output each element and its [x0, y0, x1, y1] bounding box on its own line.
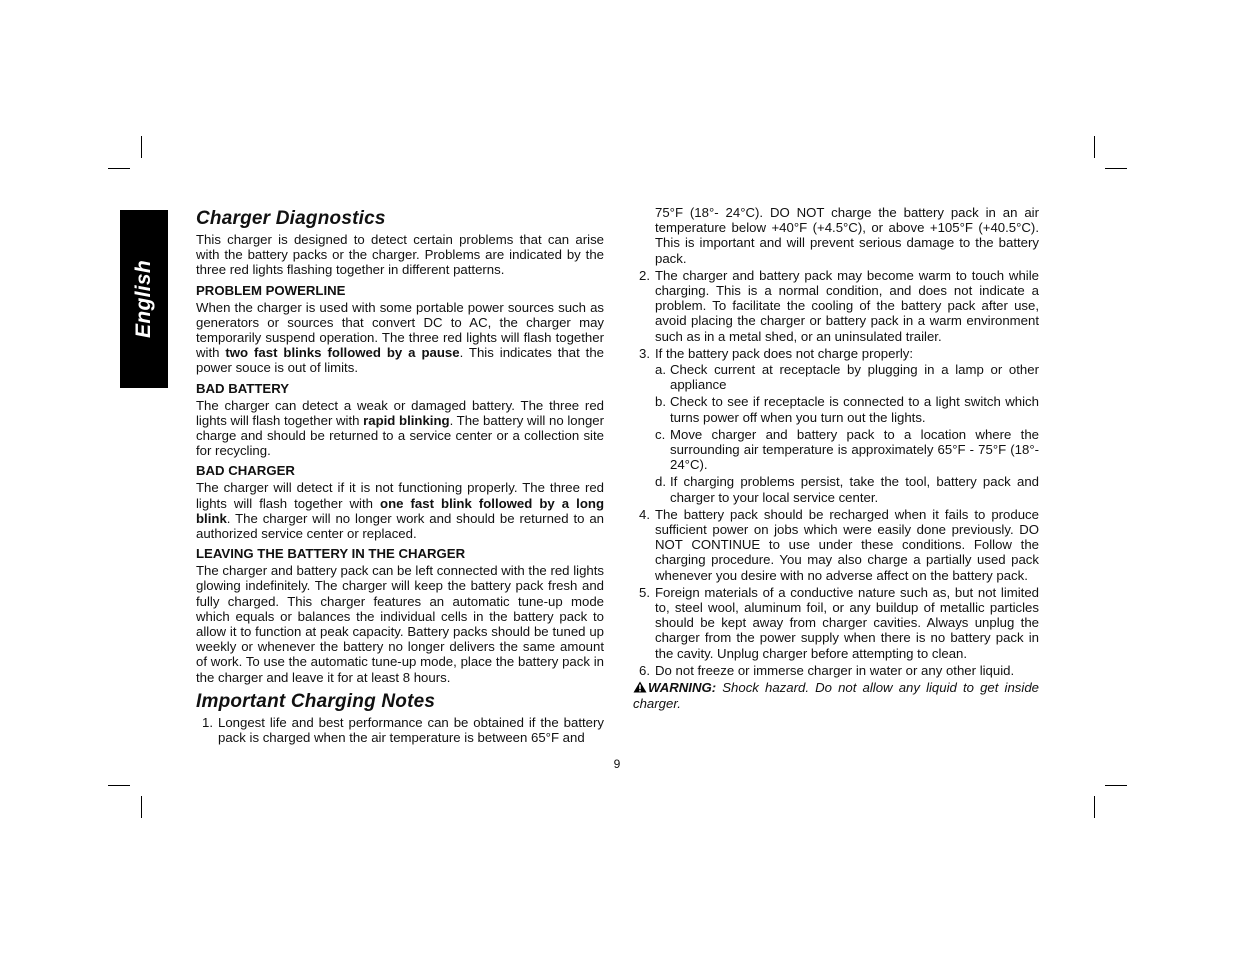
crop-mark — [1094, 136, 1095, 158]
sub-list — [655, 362, 1039, 505]
crop-mark — [1094, 796, 1095, 818]
crop-mark — [141, 136, 142, 158]
heading-leaving-battery: LEAVING THE BATTERY IN THE CHARGER — [196, 546, 466, 562]
charging-notes-list — [633, 268, 1039, 678]
bad-charger-paragraph: The charger will detect if it is not functioning properly. The three red lights will flash together with one fast blink followed by a long blink. The charger will no longer work and should be returned to an authorized service center or replaced. — [196, 480, 605, 542]
note-1-continuation: 75°F (18°- 24°C). DO NOT charge the battery pack in an air temperature below +40°F (+4.5°C), or above +105°F (+40.5°C). This is important and will prevent serious damage to the battery pack. — [655, 205, 1039, 266]
right-column — [633, 205, 1039, 712]
leaving-battery-paragraph: The charger and battery pack can be left connected with the red lights glowing indefinitely. The charger will keep the battery pack fresh and fully charged. This charger features an automatic tune-up mode which equals or balances the individual cells in the battery pack to allow it to function at peak capacity. Battery packs should be tuned up weekly or whenever the battery no longer delivers the same amount of work. To use the automatic tune-up mode, place the battery pack in the charger and leave it for at least 8 hours. — [196, 563, 604, 685]
list-item: 5. Foreign materials of a conductive nature such as, but not limited to, steel wool, aluminum foil, or any buildup of metallic particles should be kept away from charger cavities. Always unplug the charger from the power supply when there is no battery pack in the cavity. Unplug charger before attempting to clean. — [639, 584, 1039, 661]
sub-list-item: d. If charging problems persist, take the tool, battery pack and charger to your local service center. — [655, 474, 1039, 505]
crop-mark — [141, 796, 142, 818]
warning-label: WARNING: — [648, 680, 717, 696]
problem-powerline-paragraph: When the charger is used with some portable power sources such as generators or sources that convert DC to AC, the charger may temporarily suspend operation. The three red lights will flash together with two fast blinks followed by a pause. This indicates that the power souce is out of limits. — [196, 299, 605, 376]
left-column — [196, 205, 604, 747]
language-tab-label: English — [132, 260, 155, 338]
warning-text: Shock hazard. Do not allow any liquid to get inside charger. — [633, 680, 1039, 712]
list-item: 6. Do not freeze or immerse charger in water or any other liquid. — [639, 662, 1015, 678]
heading-problem-powerline: PROBLEM POWERLINE — [196, 282, 346, 298]
page-number: 9 — [613, 757, 621, 771]
intro-paragraph: This charger is designed to detect certain problems that can arise with the battery packs or the charger. Problems are indicated by the three red lights flashing together in different patterns. — [196, 232, 604, 278]
list-item: 1. Longest life and best performance can be obtained if the battery pack is charged when the air temperature is between 65°F and — [202, 714, 604, 746]
charging-notes-list-start — [196, 715, 604, 745]
bad-battery-paragraph: The charger can detect a weak or damaged battery. The three red lights will flash together with rapid blinking. The battery will no longer charge and should be returned to a service center or a collection site for recycling. — [196, 397, 605, 459]
crop-mark — [1105, 785, 1127, 786]
crop-mark — [108, 785, 130, 786]
sub-list-item: a. Check current at receptacle by plugging in a lamp or other appliance — [655, 362, 1039, 393]
heading-bad-battery: BAD BATTERY — [196, 380, 290, 396]
sub-list-item: c. Move charger and battery pack to a location where the surrounding air temperature is approximately 65°F - 75°F (18°- 24°C). — [655, 426, 1039, 473]
section-title-charger-diagnostics: Charger Diagnostics — [196, 208, 386, 229]
list-item: 3. If the battery pack does not charge properly: a. Check current at receptacle by plugging in a lamp or other appliance b. Check to see if receptacle is connected to a light switch which turns power off when you turn out the lights. c. Move charger and battery pack to a location where the surrounding air temperature is approximately 65°F - 75°F (18°- 24°C). d. If charging problems persist, take the tool, battery pack and charger to your local service center. — [639, 345, 1039, 505]
warning-triangle-icon — [633, 681, 647, 696]
language-tab — [120, 210, 168, 388]
sub-list-item: b. Check to see if receptacle is connected to a light switch which turns power off when you turn out the lights. — [655, 394, 1039, 425]
crop-mark — [1105, 168, 1127, 169]
warning-paragraph — [633, 680, 1039, 711]
list-item: 4. The battery pack should be recharged when it fails to produce sufficient power on jobs which were easily done previously. DO NOT CONTINUE to use under these conditions. Follow the charging procedure. You may also charge a partially used pack whenever you desire with no adverse affect on the battery pack. — [639, 506, 1039, 583]
heading-bad-charger: BAD CHARGER — [196, 463, 295, 479]
list-item: 2. The charger and battery pack may become warm to touch while charging. This is a normal condition, and does not indicate a problem. To facilitate the cooling of the battery pack after use, avoid placing the charger or battery pack in a warm environment such as in a metal shed, or an uninsulated trailer. — [639, 267, 1039, 344]
section-title-important-charging-notes: Important Charging Notes — [196, 690, 436, 712]
crop-mark — [108, 168, 130, 169]
